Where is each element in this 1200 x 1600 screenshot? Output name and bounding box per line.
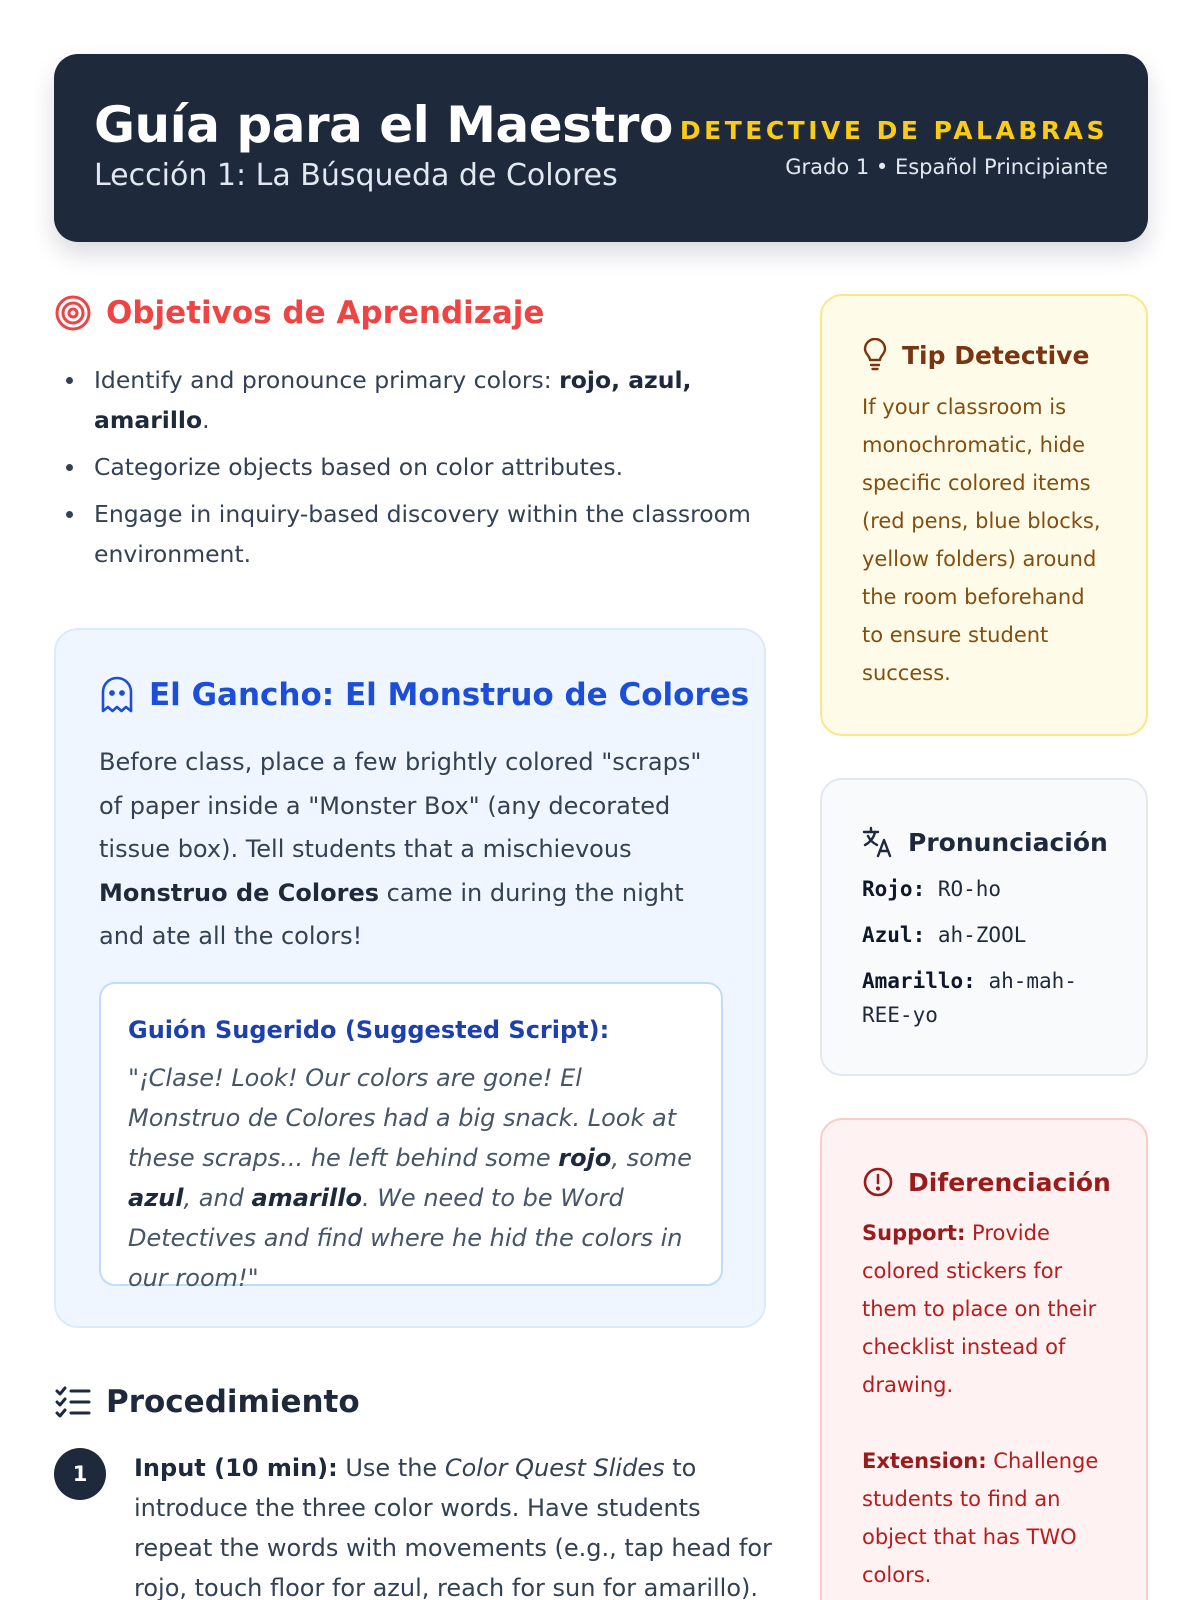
- grade-label: Grado 1 • Español Principiante: [785, 155, 1108, 179]
- suggested-script-box: [99, 982, 723, 1292]
- pronunciation-title: Pronunciación: [908, 827, 1108, 857]
- differentiation-card: [820, 1118, 1148, 1600]
- procedure-heading: [54, 1384, 360, 1420]
- lightbulb-icon: [862, 338, 888, 372]
- list-item: Engage in inquiry-based discovery within the classroom environment.: [64, 494, 774, 574]
- list-item: Rojo: RO-ho: [862, 877, 1002, 901]
- hook-title: El Gancho: El Monstruo de Colores: [149, 677, 750, 713]
- list-item: Identify and pronounce primary colors: rojo, azul, amarillo.: [64, 360, 774, 440]
- tip-title: Tip Detective: [902, 340, 1090, 370]
- hook-description: Before class, place a few brightly colored "scraps" of paper inside a "Monster Box" (any decorated tissue box). Tell students that a mischievous Monstruo de Colores came in during the night and ate all the colors!: [99, 748, 702, 950]
- list-item: Azul: ah-ZOOL: [862, 923, 1027, 947]
- ghost-icon: [99, 676, 135, 714]
- objectives-heading: [54, 294, 544, 332]
- extension-note: Extension: Challenge students to find an object that has TWO colors.: [862, 1449, 1099, 1587]
- step-text: Input (10 min): Use the Color Quest Slides to introduce the three color words. Have students repeat the words with movements (e.g., tap head for rojo, touch floor for azul, reach for sun for amarillo).: [134, 1454, 772, 1600]
- differentiation-title: Diferenciación: [908, 1167, 1111, 1197]
- alert-circle-icon: [862, 1166, 894, 1198]
- objectives-list: [64, 360, 774, 581]
- pronunciation-card: [820, 778, 1148, 1076]
- procedure-title: Procedimiento: [106, 1384, 360, 1420]
- pronunciation-heading: [862, 826, 1108, 858]
- list-item: Amarillo: ah-mah-REE-yo: [862, 969, 1077, 1027]
- pronunciation-list: [862, 872, 1122, 1044]
- tip-card: [820, 294, 1148, 736]
- differentiation-text: [862, 1214, 1102, 1594]
- differentiation-heading: [862, 1166, 1111, 1198]
- list-item: Categorize objects based on color attributes.: [64, 447, 774, 487]
- step-number: 1: [54, 1448, 106, 1500]
- hook-heading: [99, 676, 749, 714]
- page-title: Guía para el Maestro: [94, 96, 673, 154]
- lesson-subtitle: Lección 1: La Búsqueda de Colores: [94, 158, 618, 193]
- support-note: Support: Provide colored stickers for them to place on their checklist instead of drawing.: [862, 1221, 1097, 1397]
- hook-card: [54, 628, 766, 1328]
- lesson-header: [54, 54, 1148, 242]
- brand-label: DETECTIVE DE PALABRAS: [679, 116, 1108, 145]
- tip-text: If your classroom is monochromatic, hide specific colored items (red pens, blue blocks, yellow folders) around the room beforehand to ensure student success.: [862, 395, 1101, 685]
- script-text: "¡Clase! Look! Our colors are gone! El Monstruo de Colores had a big snack. Look at these scraps... he left behind some rojo, some azul, and amarillo. We need to be Word Detectives and find where he hid the colors in our room!": [128, 1064, 692, 1292]
- translate-icon: [862, 826, 894, 858]
- tip-heading: [862, 338, 1089, 372]
- target-icon: [54, 294, 92, 332]
- objectives-title: Objetivos de Aprendizaje: [106, 295, 545, 331]
- checklist-icon: [54, 1385, 92, 1419]
- script-title: Guión Sugerido (Suggested Script):: [128, 1016, 610, 1044]
